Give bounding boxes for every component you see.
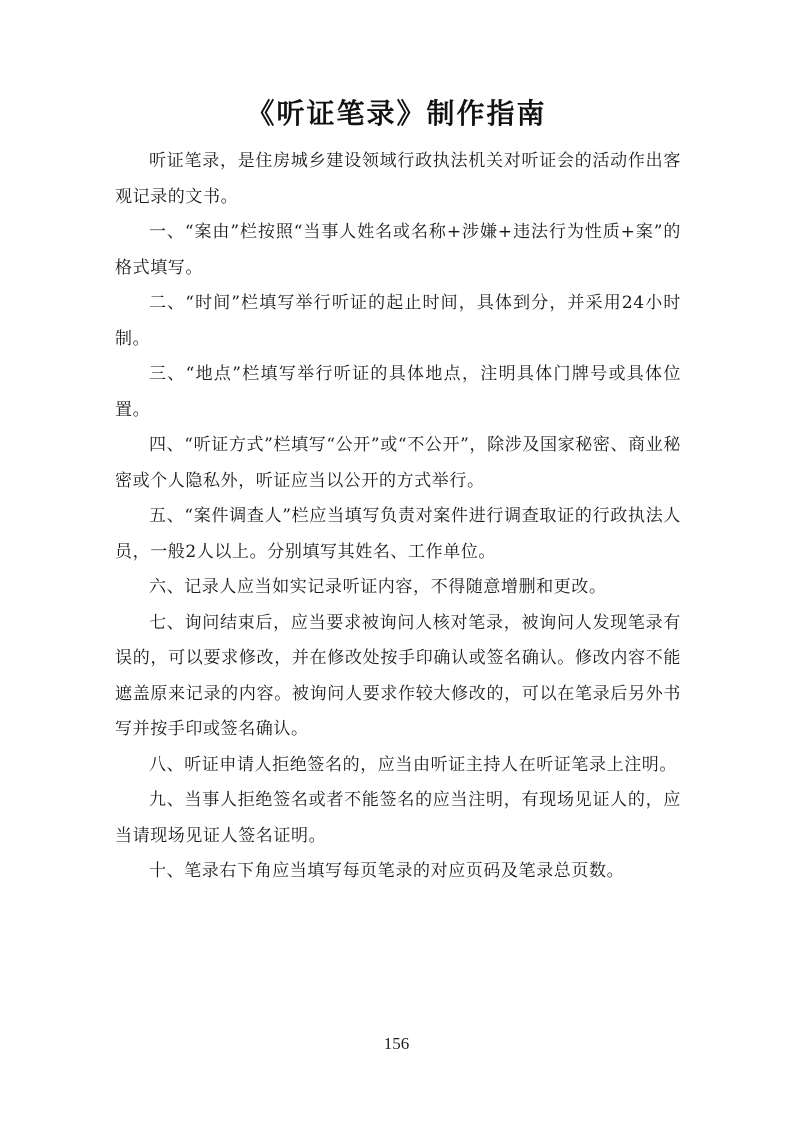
intro-paragraph: 听证笔录，是住房城乡建设领域行政执法机关对听证会的活动作出客观记录的文书。 [115, 151, 681, 207]
rule-7-verification: 七、询问结束后，应当要求被询问人核对笔录，被询问人发现笔录有误的，可以要求修改，并在修改处按手印确认或签名确认。修改内容不能遮盖原来记录的内容。被询问人要求作较大修改的，可以在笔录后另外书写并按手印或签名确认。 [115, 612, 681, 739]
rule-2-time: 二、“时间”栏填写举行听证的起止时间，具体到分，并采用24小时制。 [115, 293, 681, 349]
rule-1-case-cause: 一、“案由”栏按照“当事人姓名或名称+涉嫌+违法行为性质+案”的格式填写。 [115, 222, 681, 278]
rule-8-applicant-refusal: 八、听证申请人拒绝签名的，应当由听证主持人在听证笔录上注明。 [149, 754, 677, 775]
rule-9-party-refusal: 九、当事人拒绝签名或者不能签名的应当注明，有现场见证人的，应当请现场见证人签名证明。 [115, 790, 681, 846]
document-body [115, 144, 681, 890]
rule-3-location: 三、“地点”栏填写举行听证的具体地点，注明具体门牌号或具体位置。 [115, 364, 681, 420]
rule-5-investigators: 五、“案件调查人”栏应当填写负责对案件进行调查取证的行政执法人员，一般2人以上。分别填写其姓名、工作单位。 [115, 506, 681, 562]
page-number: 156 [383, 1034, 410, 1053]
rule-4-hearing-mode: 四、“听证方式”栏填写“公开”或“不公开”，除涉及国家秘密、商业秘密或个人隐私外，听证应当以公开的方式举行。 [115, 435, 681, 491]
rule-6-recorder: 六、记录人应当如实记录听证内容，不得随意增删和更改。 [149, 577, 607, 597]
document-title: 《听证笔录》制作指南 [246, 97, 547, 130]
rule-10-page-numbering: 十、笔录右下角应当填写每页笔录的对应页码及笔录总页数。 [149, 861, 625, 881]
